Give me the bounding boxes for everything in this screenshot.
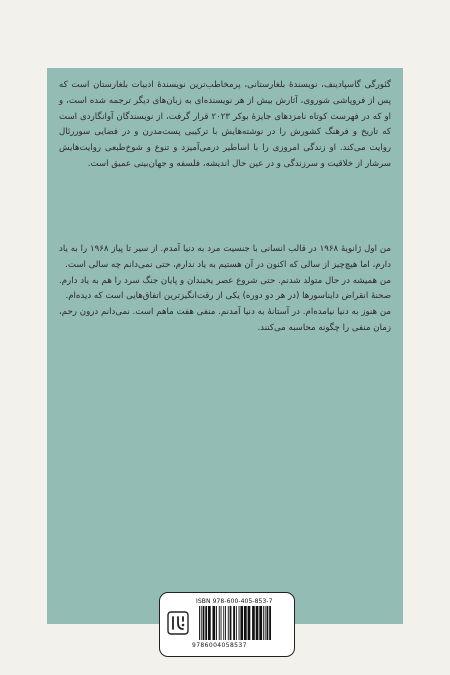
barcode-bar bbox=[233, 606, 235, 640]
barcode-bar bbox=[205, 606, 207, 640]
barcode-bar bbox=[265, 606, 266, 640]
barcode-bar bbox=[221, 606, 222, 640]
publisher-logo-icon bbox=[166, 606, 190, 640]
text-panel bbox=[47, 68, 403, 624]
barcode-bar bbox=[208, 606, 211, 640]
barcode-bar bbox=[256, 606, 259, 640]
excerpt-part-1: من اول ژانویهٔ ۱۹۶۸ در قالب انسانی با جنسیت مرد به دنیا آمدم. از سیر تا پیاز ۱۹۶۸ را به یاد دارم، اما هیچ‌چیز از سالی که اکنون در آن هستیم به یاد ندارم، حتی نمی‌دانم چه سالی است. bbox=[59, 244, 391, 270]
barcode-bar bbox=[199, 606, 200, 640]
barcode-bar bbox=[263, 606, 264, 640]
book-excerpt bbox=[59, 242, 391, 337]
barcode-bar bbox=[223, 606, 224, 640]
barcode-bar bbox=[240, 606, 243, 640]
barcode-digits: 9786004058537 bbox=[192, 642, 247, 649]
barcode-bar bbox=[244, 606, 247, 640]
excerpt-part-2: من همیشه در حال متولد شدنم. حتی شروع عصر یخبندان و پایان جنگ سرد را هم به یاد دارم. صحنهٔ انقراض دایناسورها (در هر دو دوره) یکی از رقت‌انگیزترین اتفاق‌هایی است که دیده‌ام. bbox=[59, 275, 391, 302]
barcode-bar bbox=[252, 606, 255, 640]
excerpt-part-3: من هنوز به دنیا نیامده‌ام. در آستانهٔ به دنیا آمدنم. منفی هفت ماهم است. نمی‌دانم درون رحم، زمان منفی را چگونه محاسبه می‌کنند. bbox=[59, 307, 391, 333]
barcode-bar bbox=[219, 606, 220, 640]
barcode-bar bbox=[216, 606, 217, 640]
barcode-bar bbox=[267, 606, 269, 640]
barcode-bar bbox=[236, 606, 237, 640]
barcode-bar bbox=[248, 606, 251, 640]
author-bio bbox=[59, 78, 391, 173]
barcode-bar bbox=[201, 606, 202, 640]
barcode-bar bbox=[213, 606, 216, 640]
barcode-bar bbox=[228, 606, 229, 640]
barcode-bar bbox=[259, 606, 262, 640]
barcode bbox=[198, 606, 284, 640]
isbn-box bbox=[159, 592, 295, 657]
barcode-bar bbox=[230, 606, 232, 640]
barcode-bar bbox=[203, 606, 205, 640]
barcode-bar bbox=[239, 606, 240, 640]
barcode-bar bbox=[269, 606, 271, 640]
author-bio-text: گئورگی گاسپادینف، نویسندهٔ بلغارستانی، پرمخاطب‌ترین نویسندهٔ ادبیات بلغارستان است که پس از فروپاشی شوروی، آثارش بیش از هر نویسنده‌ای به زبان‌های دیگر ترجمه شده است، و او که در فهرست کوتاه نامزدهای جایزهٔ بوکر ۲۰۲۳ قرار گرفت، از نویسندگان آوانگاردی است که تاریخ و فرهنگ کشورش را در نوشته‌هایش با ترکیبی پست‌مدرن و در فضایی سوررئال روایت می‌کند. او زندگی امروزی را با اساطیر درمی‌آمیزد و تنوع و شوخ‌طبعی روایت‌هایش سرشار از خلاقیت و سرزندگی و در عین حال اندیشه، فلسفه و جهان‌بینی عمیق است. bbox=[59, 80, 391, 169]
barcode-bar bbox=[225, 606, 226, 640]
isbn-label: ISBN 978-600-405-853-7 bbox=[196, 598, 273, 605]
